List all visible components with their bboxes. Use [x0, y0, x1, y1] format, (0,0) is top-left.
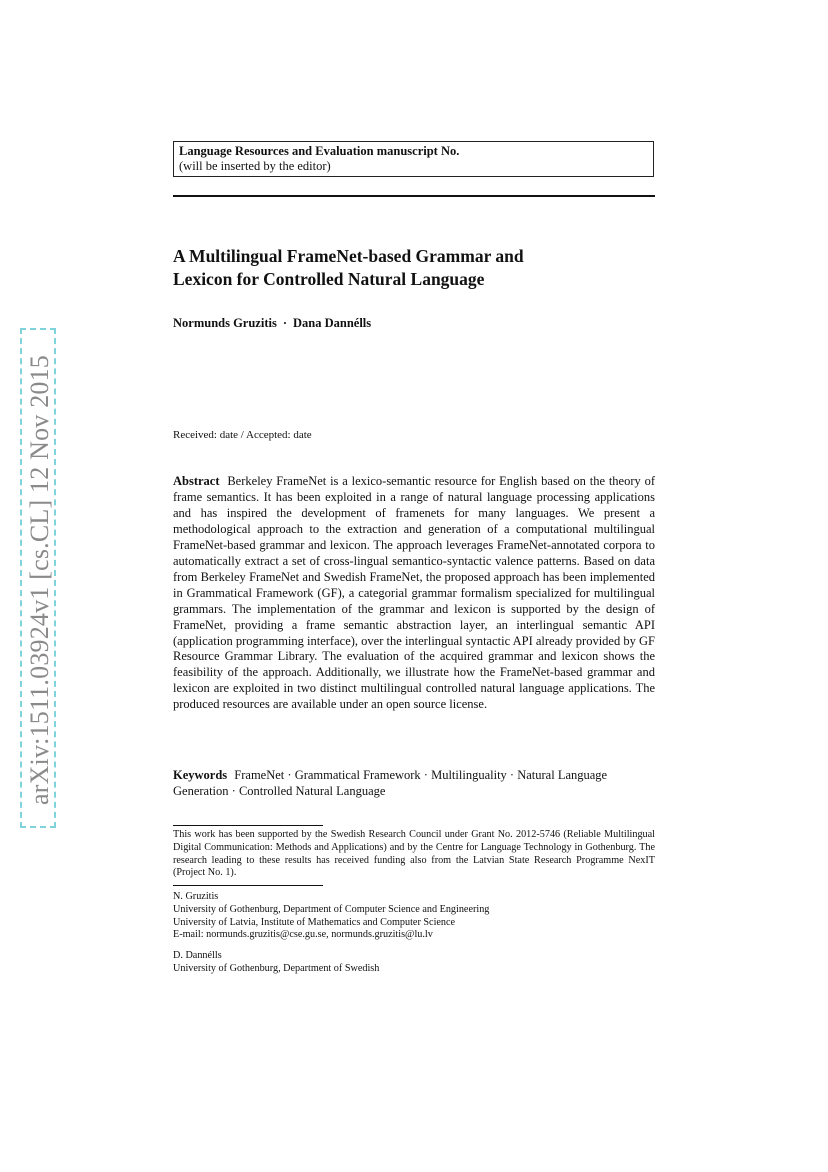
affiliation-line: University of Latvia, Institute of Mathematics and Computer Science	[173, 916, 456, 928]
keywords	[173, 767, 655, 799]
paper-title	[173, 245, 655, 291]
journal-name: Language Resources and Evaluation manuscript No.	[179, 144, 460, 158]
keywords-label: Keywords	[173, 768, 228, 782]
paper-title-line2: Lexicon for Controlled Natural Language	[173, 269, 485, 289]
author-list	[173, 315, 655, 331]
keywords-text: FrameNet · Grammatical Framework · Multilinguality · Natural Language Generation · Controlled Natural Language	[173, 768, 608, 798]
header-rule	[173, 195, 655, 197]
author-name: Dana Dannélls	[293, 316, 372, 330]
affiliation-line: University of Gothenburg, Department of Computer Science and Engineering	[173, 903, 490, 915]
affiliation-name: N. Gruzitis	[173, 891, 219, 902]
received-date: Received: date / Accepted: date	[173, 429, 312, 441]
affiliation-rule	[173, 885, 323, 886]
affiliation-line: University of Gothenburg, Department of Swedish	[173, 962, 380, 974]
editor-note: (will be inserted by the editor)	[179, 159, 331, 173]
arxiv-stamp	[20, 328, 56, 828]
author-separator: ·	[282, 316, 287, 330]
affiliation-email: E-mail: normunds.gruzitis@cse.gu.se, normunds.gruzitis@lu.lv	[173, 929, 433, 941]
manuscript-box	[173, 141, 654, 177]
affiliation-block	[173, 891, 655, 942]
footnote-rule	[173, 825, 323, 826]
affiliation-block	[173, 950, 655, 976]
paper-title-line1: A Multilingual FrameNet-based Grammar and	[173, 246, 524, 266]
arxiv-stamp-text: arXiv:1511.03924v1 [cs.CL] 12 Nov 2015	[25, 354, 54, 806]
author-name: Normunds Gruzitis	[173, 316, 277, 330]
affiliation-name: D. Dannélls	[173, 950, 222, 961]
funding-footnote: This work has been supported by the Swedish Research Council under Grant No. 2012-5746 (Reliable Multilingual Digital Communication: Methods and Applications) and by the Centre for Language Technology in Gothenburg. The research leading to these results has received funding also from the Latvian State Research Programme NexIT (Project No. 1).	[173, 829, 655, 879]
abstract-label: Abstract	[173, 474, 220, 488]
abstract	[173, 474, 655, 713]
abstract-text: Berkeley FrameNet is a lexico-semantic resource for English based on the theory of frame semantics. It has been exploited in a range of natural language processing applications and has inspired the development of framenets for many languages. We present a methodological approach to the extraction and generation of a computational multilingual FrameNet-based grammar and lexicon. The approach leverages FrameNet-annotated corpora to automatically extract a set of cross-lingual semantico-syntactic valence patterns. Based on data from Berkeley FrameNet and Swedish FrameNet, the proposed approach has been implemented in Grammatical Framework (GF), a categorial grammar formalism specialized for multilingual grammars. The implementation of the grammar and lexicon is supported by the design of FrameNet, providing a frame semantic abstraction layer, an interlingual semantic API (application programming interface), over the interlingual syntactic API already provided by GF Resource Grammar Library. The evaluation of the acquired grammar and lexicon shows the feasibility of the approach. Additionally, we illustrate how the FrameNet-based grammar and lexicon are exploited in two distinct multilingual controlled natural language applications. The produced resources are available under an open source license.	[173, 474, 655, 712]
